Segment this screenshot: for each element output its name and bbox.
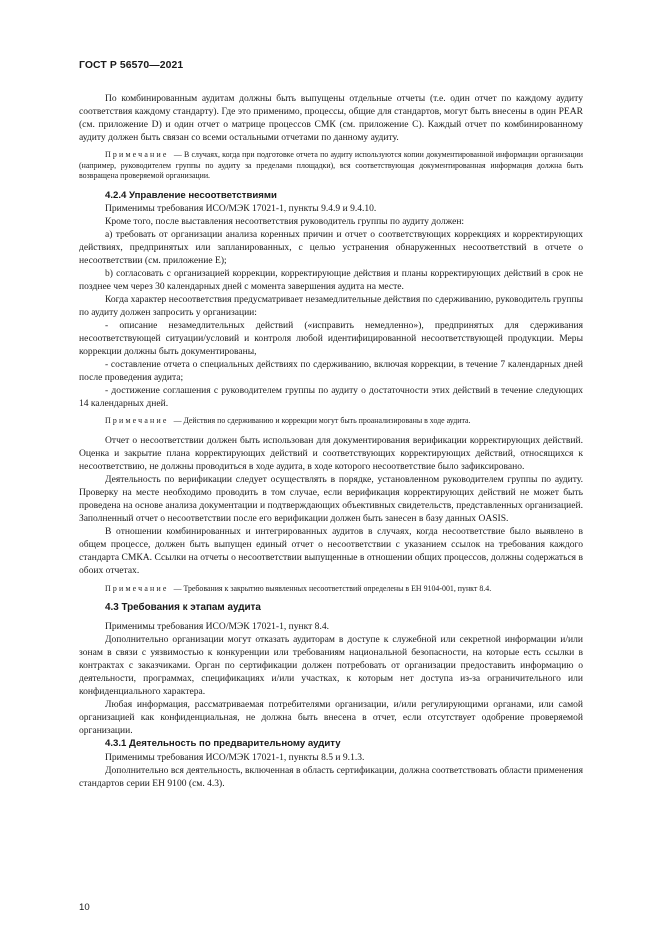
note-label: Примечание <box>105 416 169 426</box>
paragraph-containment: Когда характер несоответствия предусматривает незамедлительные действия по сдерживанию, руководитель группы по аудиту должен запросить у организации: <box>79 294 583 319</box>
note-documented-information <box>79 150 583 182</box>
dash-item-report: - составление отчета о специальных действиях по сдерживанию, включая коррекции, в течение 7 календарных дней после проведения аудита; <box>79 359 583 384</box>
note-closure-requirements <box>79 584 583 595</box>
document-body <box>79 92 583 790</box>
note-text: — В случаях, когда при подготовке отчета по аудиту используются копии документированной информации организации (например, руководителем группы по аудиту за пределами площадки), вся соответствующая документированная информация должна быть возвращена проверяемой организации. <box>79 150 583 181</box>
standard-id-header: ГОСТ Р 56570—2021 <box>79 60 184 71</box>
paragraph-verification: Деятельность по верификации следует осуществлять в порядке, установленном руководителем группы по аудиту. Проверку на месте необходимо проводить в том случае, если верификация корректирующих действий не может быть проведена на основе анализа документации и подтверждающих объективных свидетельств, представленных организацией. Заполненный отчет о несоответствии после его верификации должен быть занесен в базу данных OASIS. <box>79 474 583 525</box>
dash-item-description: - описание незамедлительных действий («исправить немедленно»), предпринятых для сдерживания несоответствующей ситуации/условий и контроля любой идентифицированной несоответствующей продукции. Меры коррекции должны быть документированы, <box>79 320 583 358</box>
note-text: — Действия по сдерживанию и коррекции могут быть проанализированы в ходе аудита. <box>173 416 471 426</box>
note-containment <box>79 416 583 427</box>
paragraph-combined-audit-reports: По комбинированным аудитам должны быть выпущены отдельные отчеты (т.е. один отчет по каждому аудиту соответствия каждому стандарту). Где это применимо, процессы, общие для стандартов, могут быть внесены в один PEAR (см. приложение D) и один отчет о матрице процессов СМК (см. приложение C). Каждый отчет по комбинированному аудиту должен быть связан со всеми остальными отчетами по данному аудиту. <box>79 93 583 144</box>
paragraph-after-nonconformity: Кроме того, после выставления несоответствия руководитель группы по аудиту должен: <box>105 215 465 227</box>
note-text: — Требования к закрытию выявленных несоответствий определены в ЕН 9104-001, пункт 8.4. <box>173 583 492 593</box>
paragraph-applicable-8-4: Применимы требования ИСО/МЭК 17021-1, пункт 8.4. <box>105 621 329 633</box>
page-number: 10 <box>79 902 90 913</box>
heading-4-3-1: 4.3.1 Деятельность по предварительному аудиту <box>105 738 341 750</box>
paragraph-nonconformity-report: Отчет о несоответствии должен быть использован для документирования верификации корректирующих действий. Оценка и закрытие плана корректирующих действий и соответствующих корректирующих действий, относящихся к несоответствию, не должны проводиться в ходе аудита, в ходе которого несоответствие было зафиксировано. <box>79 434 583 473</box>
dash-item-agreement: - достижение соглашения с руководителем группы по аудиту о достаточности этих действий в течение следующих 14 календарных дней. <box>79 385 583 410</box>
paragraph-scope-en9100: Дополнительно вся деятельность, включенная в область сертификации, должна соответствовать области применения стандартов серии ЕН 9100 (см. 4.3). <box>79 764 583 789</box>
list-item-a: а) требовать от организации анализа коренных причин и отчет о соответствующих коррекциях и корректирующих действиях, предпринятых или запланированных, с целью устранения обнаруженных несоответствий в отчете о несоответствии (см. приложение E); <box>79 228 583 266</box>
heading-4-2-4: 4.2.4 Управление несоответствиями <box>105 189 277 201</box>
paragraph-confidential-info: Любая информация, рассматриваемая потребителями организации, и/или регулирующими органами, или самой организацией как конфиденциальная, не должна быть внесена в отчет, если отсутствует одобрение проверяемой организации. <box>79 699 583 737</box>
paragraph-combined-integrated: В отношении комбинированных и интегрированных аудитов в случаях, когда несоответствие было выявлено в общем процессе, должен быть выпущен единый отчет о несоответствии с указанием ссылок на требования каждого стандарта СМКА. Ссылки на отчеты о несоответствии выпущенные в отношении общих процессов, должны содержаться в обоих отчетах. <box>79 526 583 577</box>
note-label: Примечание <box>105 583 169 593</box>
paragraph-access-refusal: Дополнительно организации могут отказать аудиторам в доступе к служебной или секретной информации и/или зонам в связи с уязвимостью к конкуренции или требованиям национальной безопасности, на которые есть ссылки в контрактах с заказчиками. Орган по сертификации должен потребовать от организации предоставить информацию о деятельности, программах, спецификациях и/или участках, к которым нет доступа из-за ограничительного или конфиденциального характера. <box>79 634 583 698</box>
heading-4-3: 4.3 Требования к этапам аудита <box>105 602 261 613</box>
list-item-b: b) согласовать с организацией коррекции, корректирующие действия и планы корректирующих действий в срок не позднее чем через 30 календарных дней с момента завершения аудита на месте. <box>79 267 583 293</box>
paragraph-applicable-requirements: Применимы требования ИСО/МЭК 17021-1, пункты 9.4.9 и 9.4.10. <box>105 202 377 214</box>
note-label: Примечание <box>105 150 169 160</box>
paragraph-applicable-8-5: Применимы требования ИСО/МЭК 17021-1, пункты 8.5 и 9.1.3. <box>105 751 365 763</box>
